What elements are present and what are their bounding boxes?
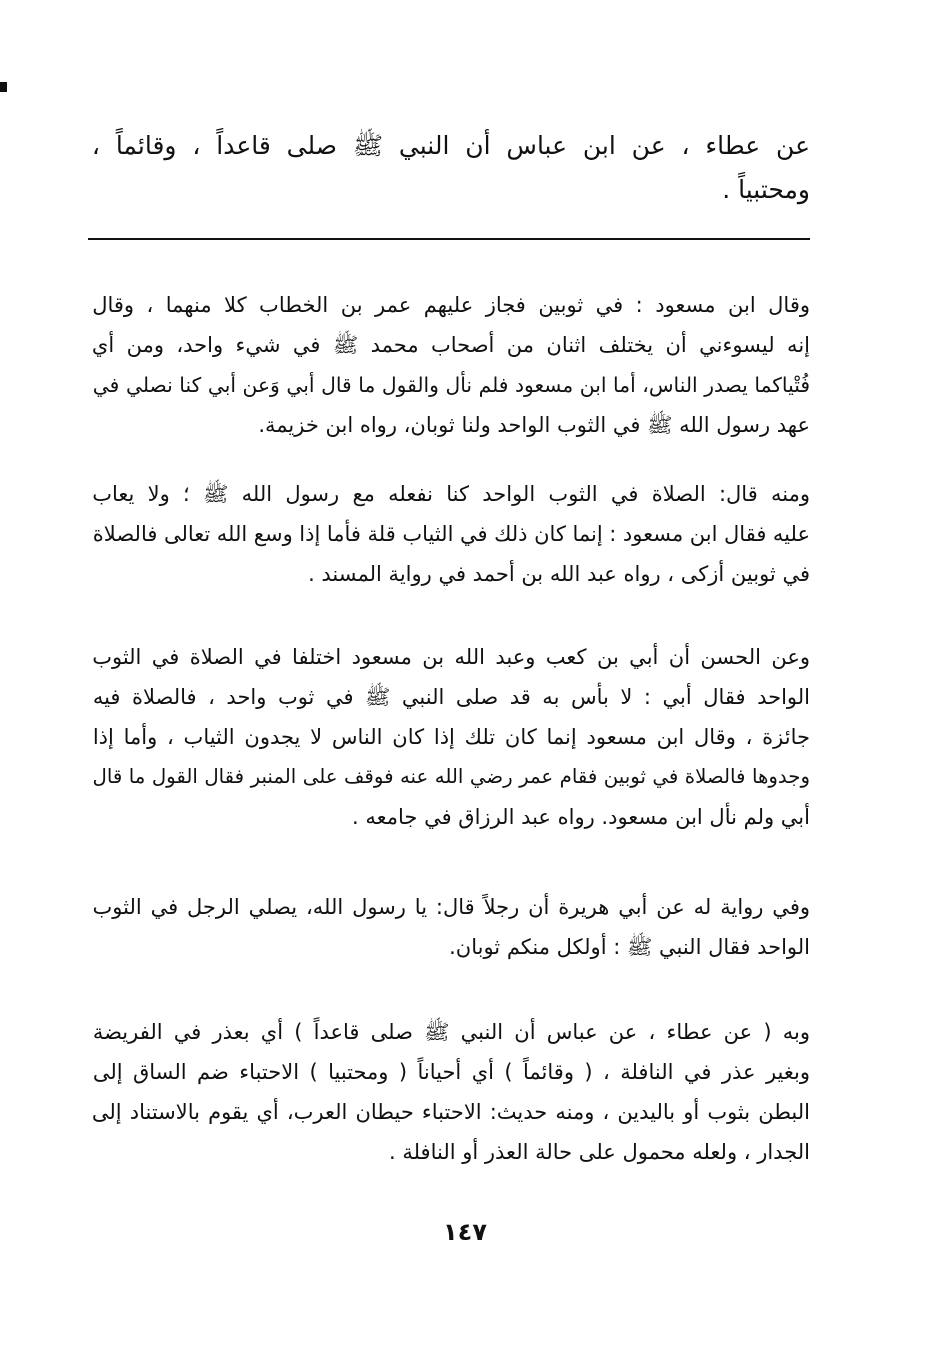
commentary-line: إنه ليسوءني أن يختلف اثنان من أصحاب محمد ﷺ في شيء واحد، ومن أي	[91, 333, 810, 357]
commentary-paragraph	[88, 285, 810, 445]
commentary-line: وجدوها فالصلاة في ثوبين فقام عمر رضي الله عنه فوقف على المنبر فقال القول ما قال	[92, 765, 810, 788]
commentary-line: وبغير عذر في النافلة ، ( وقائماً ) أي أحياناً ( ومحتبيا ) الاحتباء ضم الساق إلى	[92, 1060, 810, 1084]
commentary-line: أبي ولم نأل ابن مسعود. رواه عبد الرزاق في جامعه .	[352, 805, 810, 829]
commentary-line: فُتْياكما يصدر الناس، أما ابن مسعود فلم نأل والقول ما قال أبي وَعن أبي كنا نصلي في	[92, 373, 810, 397]
commentary-paragraph	[88, 474, 810, 594]
page-number: ١٤٧	[443, 1218, 487, 1246]
commentary-line: وقال ابن مسعود : في ثوبين فجاز عليهم عمر بن الخطاب كلا منهما ، وقال	[92, 293, 810, 317]
commentary-line: الواحد فقال النبي ﷺ : أولكل منكم ثوبان.	[449, 935, 810, 959]
hadith-line: عن عطاء ، عن ابن عباس أن النبي ﷺ صلى قاعداً ، وقائماً ،	[91, 131, 810, 160]
commentary-line: عليه فقال ابن مسعود : إنما كان ذلك في الثياب قلة فأما إذا وسع الله تعالى فالصلاة	[92, 522, 810, 546]
commentary-paragraph	[88, 887, 810, 967]
scan-edge-mark	[0, 82, 7, 92]
separator-rule	[88, 238, 810, 240]
commentary-line: البطن بثوب أو باليدين ، ومنه حديث: الاحتباء حيطان العرب، أي يقوم بالاستناد إلى	[91, 1100, 810, 1124]
commentary-line: ومنه قال: الصلاة في الثوب الواحد كنا نفعله مع رسول الله ﷺ ؛ ولا يعاب	[92, 482, 810, 506]
commentary-line: في ثوبين أزكى ، رواه عبد الله بن أحمد في رواية المسند .	[308, 562, 810, 586]
commentary-line: وبه ( عن عطاء ، عن عباس أن النبي ﷺ صلى قاعداً ) أي بعذر في الفريضة	[92, 1020, 810, 1044]
commentary-line: الجدار ، ولعله محمول على حالة العذر أو النافلة .	[389, 1140, 810, 1164]
commentary-paragraph	[88, 637, 810, 837]
commentary-line: الواحد فقال أبي : لا بأس به قد صلى النبي ﷺ في ثوب واحد ، فالصلاة فيه	[92, 685, 810, 709]
commentary-paragraph	[88, 1012, 810, 1172]
commentary-line: وعن الحسن أن أبي بن كعب وعبد الله بن مسعود اختلفا في الصلاة في الثوب	[92, 645, 810, 669]
commentary-line: وفي رواية له عن أبي هريرة أن رجلاً قال: يا رسول الله، يصلي الرجل في الثوب	[92, 895, 810, 919]
commentary-line: عهد رسول الله ﷺ في الثوب الواحد ولنا ثوبان، رواه ابن خزيمة.	[258, 413, 810, 437]
hadith-text	[88, 124, 810, 212]
commentary-line: جائزة ، وقال ابن مسعود إنما كان تلك إذا كان الناس لا يجدون الثياب ، وأما إذا	[92, 725, 810, 749]
hadith-line: ومحتبياً .	[722, 175, 810, 204]
